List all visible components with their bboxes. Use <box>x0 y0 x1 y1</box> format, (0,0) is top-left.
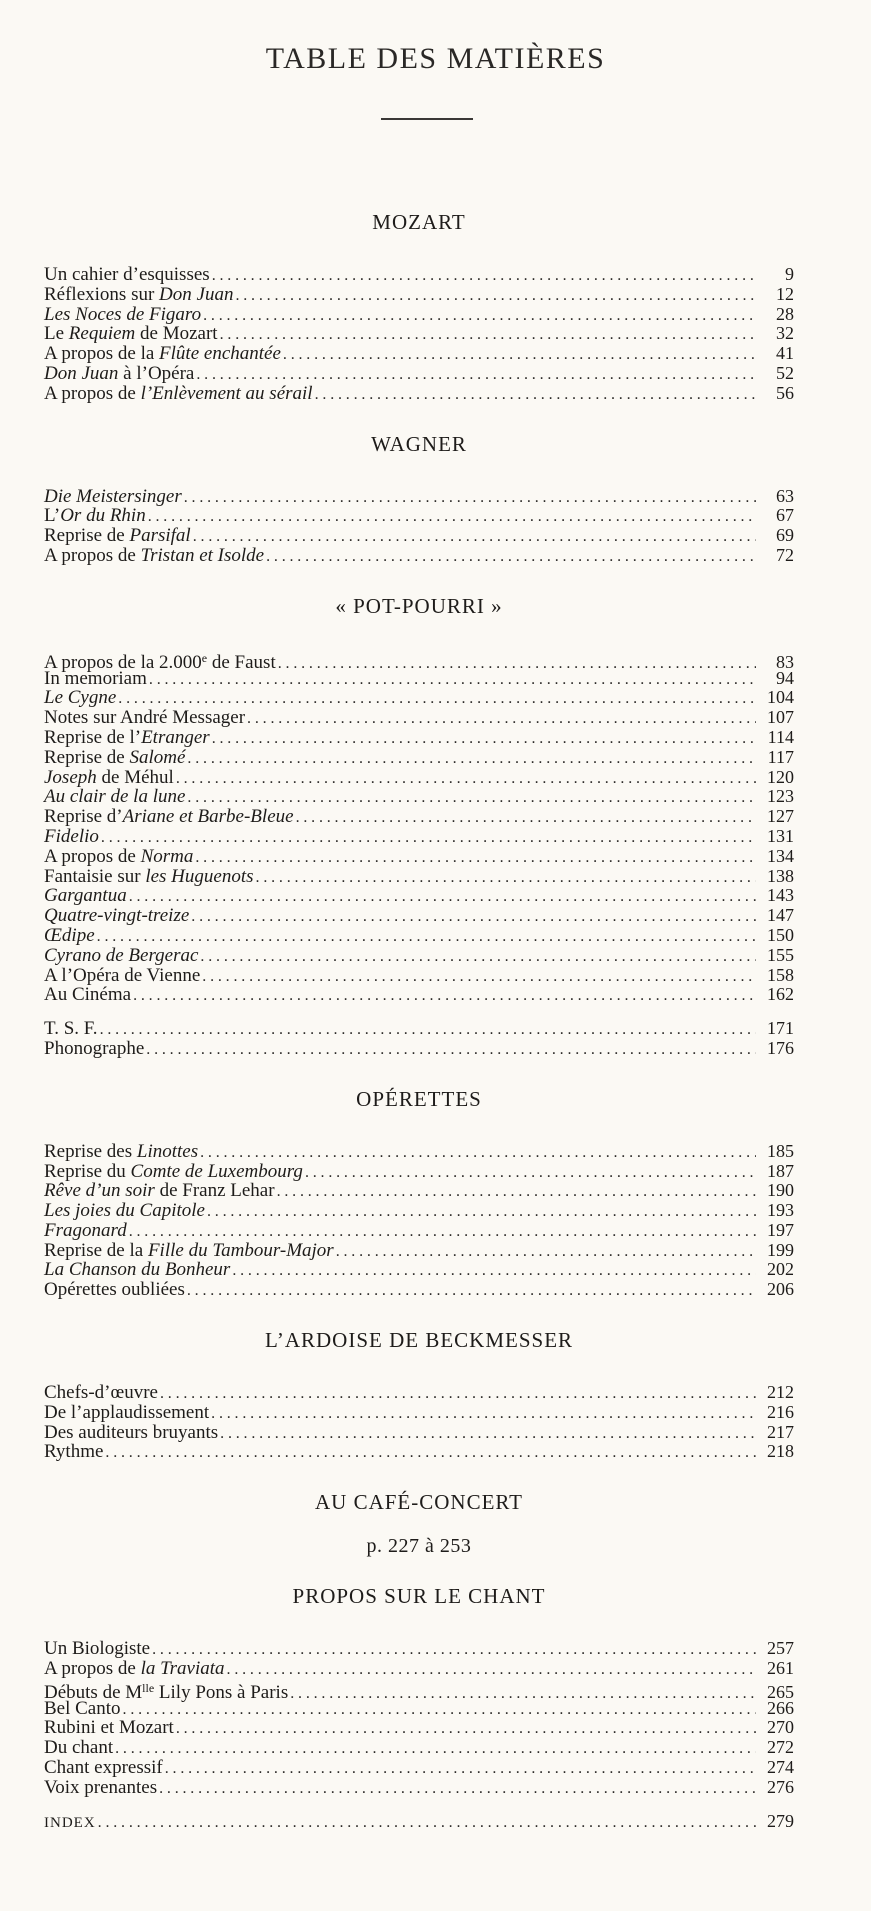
section-entries <box>44 649 794 1059</box>
entry-page-number: 123 <box>767 786 794 807</box>
toc-entry <box>44 265 794 285</box>
entry-title-text: Phonographe <box>44 1037 145 1059</box>
dot-leader <box>184 488 756 508</box>
dot-leader <box>187 749 756 769</box>
dot-leader <box>296 808 756 828</box>
entry-title-italic: Joseph <box>44 766 97 788</box>
entry-page-number: 272 <box>767 1737 794 1758</box>
page-title: TABLE DES MATIÈRES <box>265 42 606 75</box>
toc-entry <box>44 669 794 689</box>
entry-title-text: A l’Opéra de Vienne <box>44 964 201 986</box>
entry-page-number: 117 <box>767 746 794 767</box>
toc-entry <box>44 1241 794 1261</box>
toc-entry <box>44 886 794 906</box>
entry-page-number: 257 <box>767 1638 794 1659</box>
dot-leader <box>212 729 756 749</box>
entry-page-number: 274 <box>767 1757 794 1778</box>
toc-entry <box>44 305 794 325</box>
toc-entry <box>44 1812 794 1832</box>
entry-title <box>44 827 101 847</box>
entry-page-number: 190 <box>767 1180 794 1201</box>
entry-page-number: 107 <box>767 707 794 728</box>
entry-page-number: 32 <box>776 323 794 344</box>
entry-title <box>44 384 315 404</box>
entry-page-number: 187 <box>767 1160 794 1181</box>
entry-page-number: 138 <box>767 865 794 886</box>
entry-page-number: 276 <box>767 1776 794 1797</box>
entry-page-number: 150 <box>767 924 794 945</box>
entry-page-number: 176 <box>767 1037 794 1058</box>
toc-entry <box>44 1280 794 1300</box>
entry-title-italic: Or du Rhin <box>60 505 146 527</box>
toc-entry <box>44 1659 794 1679</box>
toc-entry <box>44 1778 794 1798</box>
entry-title-text: Fantaisie sur <box>44 865 146 887</box>
entry-page-number: 158 <box>767 964 794 985</box>
entry-page-number: 185 <box>767 1140 794 1161</box>
entry-page-number: 56 <box>776 382 794 403</box>
dot-leader <box>203 306 756 326</box>
dot-leader <box>266 547 756 567</box>
entry-title-italic: Don Juan <box>159 283 234 305</box>
dot-leader <box>193 527 756 547</box>
entry-page-number: 104 <box>767 687 794 708</box>
toc-entry <box>44 649 794 673</box>
entry-title-text: Reprise de <box>44 746 130 768</box>
entry-title-text: Réflexions sur <box>44 283 160 305</box>
entry-title-italic: les Huguenots <box>145 865 254 887</box>
toc-entry <box>44 1019 794 1039</box>
entry-title <box>44 728 212 748</box>
toc-entry <box>44 1039 794 1059</box>
entry-title-text: Le <box>44 323 69 345</box>
toc-entry <box>44 1162 794 1182</box>
toc-entry <box>44 867 794 887</box>
dot-leader <box>148 507 756 527</box>
entry-page-number: 155 <box>767 944 794 965</box>
entry-title <box>44 506 148 526</box>
entry-page-number: 28 <box>776 303 794 324</box>
section-heading: « POT-POURRI » <box>335 593 503 618</box>
entry-title-text: A propos de <box>44 382 141 404</box>
toc-entry <box>44 285 794 305</box>
entry-title <box>44 1181 277 1201</box>
entry-title-text: Rubini et Mozart <box>44 1717 174 1739</box>
dot-leader <box>176 769 756 789</box>
entry-title-text: Voix prenantes <box>44 1776 158 1798</box>
toc-entry <box>44 688 794 708</box>
entry-page-number: 120 <box>767 766 794 787</box>
entry-page-number: 162 <box>767 984 794 1005</box>
entry-title-text: De l’applaudissement <box>44 1401 210 1423</box>
entry-title-italic: Requiem <box>68 323 136 345</box>
entry-title-text: A propos de la 2.000 <box>44 651 202 673</box>
entry-title <box>44 1423 220 1443</box>
entry-page-number: 218 <box>767 1441 794 1462</box>
entry-page-number: 199 <box>767 1239 794 1260</box>
entry-title <box>44 1383 160 1403</box>
entry-title-text: Au Cinéma <box>44 984 132 1006</box>
entry-title-text: Chefs-d’œuvre <box>44 1382 158 1404</box>
entry-title-text: lle <box>142 1680 155 1695</box>
entry-title-text: In memoriam <box>44 667 147 689</box>
entry-title-italic: La Chanson du Bonheur <box>44 1259 231 1281</box>
entry-title <box>44 526 193 546</box>
entry-page-number: 12 <box>776 283 794 304</box>
dot-leader <box>160 1384 756 1404</box>
entry-title <box>44 364 196 384</box>
toc-entry <box>44 1221 794 1241</box>
entry-page-number: 127 <box>767 806 794 827</box>
section-entries <box>44 1639 794 1831</box>
entry-page-number: 193 <box>767 1200 794 1221</box>
entry-title-text: à l’Opéra <box>118 362 195 384</box>
entry-title <box>44 748 187 768</box>
dot-leader <box>105 1443 756 1463</box>
dot-leader <box>315 385 756 405</box>
entry-title-italic: Salomé <box>129 746 186 768</box>
entry-page-number: 63 <box>776 485 794 506</box>
entry-title-italic: Œdipe <box>44 924 95 946</box>
entry-title-text: Reprise d’ <box>44 806 123 828</box>
entry-title-text: T. S. F. <box>44 1018 98 1040</box>
section-entries <box>44 1383 794 1462</box>
section-heading: MOZART <box>372 210 466 234</box>
entry-title-text: A propos de <box>44 845 141 867</box>
entry-title <box>44 1758 165 1778</box>
entry-page-number: 52 <box>776 362 794 383</box>
dot-leader <box>123 1700 756 1720</box>
entry-title <box>44 807 296 827</box>
entry-title <box>44 1738 115 1758</box>
entry-title-text: L’ <box>44 505 61 527</box>
entry-title <box>44 1142 200 1162</box>
dot-leader <box>187 1281 756 1301</box>
entry-page-number: 279 <box>767 1810 794 1831</box>
dot-leader <box>207 1202 756 1222</box>
entry-title-italic: Tristan et Isolde <box>140 544 265 566</box>
dot-leader <box>98 1813 756 1833</box>
section-page-range: p. 227 à 253 <box>366 1535 472 1558</box>
toc-entry <box>44 807 794 827</box>
toc-entry <box>44 526 794 546</box>
entry-title-italic: Die Meistersinger <box>44 485 182 507</box>
entry-title <box>44 344 283 364</box>
entry-page-number: 94 <box>776 667 794 688</box>
dot-leader <box>129 887 756 907</box>
entry-title-italic: Ariane et Barbe-Bleue <box>122 806 294 828</box>
toc-entry <box>44 1181 794 1201</box>
entry-title-text: Bel Canto <box>44 1697 121 1719</box>
toc-entry <box>44 708 794 728</box>
entry-title-text: Notes sur André Messager <box>44 707 246 729</box>
entry-title-italic: Les Noces de Figaro <box>44 303 202 325</box>
title-rule <box>381 118 473 120</box>
entry-title-italic: Rêve d’un soir <box>44 1180 155 1202</box>
table-of-contents <box>44 210 794 1859</box>
dot-leader <box>220 1424 756 1444</box>
entry-page-number: 131 <box>767 825 794 846</box>
toc-entry <box>44 344 794 364</box>
entry-title <box>44 1260 232 1280</box>
entry-title-italic: Linottes <box>136 1140 199 1162</box>
section-entries <box>44 265 794 404</box>
toc-entry <box>44 1260 794 1280</box>
entry-page-number: 83 <box>776 651 794 672</box>
entry-title-text: Un Biologiste <box>44 1638 151 1660</box>
entry-title <box>44 305 203 325</box>
section-heading: OPÉRETTES <box>356 1086 482 1111</box>
dot-leader <box>159 1779 756 1799</box>
entry-title-text: Reprise de la <box>44 1239 148 1261</box>
entry-title <box>44 1812 98 1834</box>
entry-title <box>44 708 247 728</box>
entry-title-text: de Mozart <box>135 323 218 345</box>
entry-title <box>44 324 220 344</box>
entry-title-italic: Etranger <box>141 726 210 748</box>
entry-page-number: 270 <box>767 1717 794 1738</box>
toc-entry <box>44 748 794 768</box>
dot-leader <box>283 345 756 365</box>
toc-entry <box>44 1403 794 1423</box>
toc-entry <box>44 1423 794 1443</box>
entry-page-number: 67 <box>776 505 794 526</box>
entry-title-italic: Don Juan <box>44 362 119 384</box>
dot-leader <box>152 1640 756 1660</box>
entry-page-number: 197 <box>767 1219 794 1240</box>
dot-leader <box>100 1020 756 1040</box>
entry-title <box>44 1201 207 1221</box>
entry-title-text: de Franz Lehar <box>154 1180 275 1202</box>
entry-title-italic: l’Enlèvement au sérail <box>140 382 313 404</box>
entry-title <box>44 265 212 285</box>
entry-title <box>44 285 235 305</box>
entry-title <box>44 688 118 708</box>
entry-page-number: 72 <box>776 544 794 565</box>
entry-title <box>44 546 266 566</box>
dot-leader <box>115 1739 756 1759</box>
dot-leader <box>149 670 756 690</box>
dot-leader <box>227 1660 756 1680</box>
entry-title-text: Reprise des <box>44 1140 137 1162</box>
entry-title <box>44 1280 187 1300</box>
dot-leader <box>211 1404 756 1424</box>
entry-spacer <box>44 1005 794 1019</box>
entry-title-text: Lily Pons à Paris <box>154 1681 289 1703</box>
dot-leader <box>176 1719 756 1739</box>
entry-title-italic: Fragonard <box>44 1219 127 1241</box>
entry-title <box>44 1778 159 1798</box>
entry-title-text: Rythme <box>44 1441 104 1463</box>
entry-title-text: A propos de la <box>44 343 160 365</box>
toc-entry <box>44 787 794 807</box>
entry-title-italic: Le Cygne <box>44 687 117 709</box>
entry-title <box>44 886 129 906</box>
entry-page-number: 212 <box>767 1382 794 1403</box>
dot-leader <box>247 709 756 729</box>
dot-leader <box>191 907 756 927</box>
entry-title-text: Opérettes oubliées <box>44 1279 185 1301</box>
toc-entry <box>44 1699 794 1719</box>
entry-page-number: 41 <box>776 343 794 364</box>
dot-leader <box>212 266 756 286</box>
dot-leader <box>200 947 756 967</box>
entry-title-text: de Méhul <box>96 766 174 788</box>
entry-title <box>44 985 133 1005</box>
dot-leader <box>146 1040 756 1060</box>
entry-title-italic: Flûte enchantée <box>159 343 281 365</box>
toc-entry <box>44 946 794 966</box>
entry-title-italic: Fille du Tambour-Major <box>147 1239 334 1261</box>
entry-page-number: 265 <box>767 1681 794 1702</box>
toc-entry <box>44 364 794 384</box>
entry-title <box>44 787 187 807</box>
entry-title <box>44 1718 176 1738</box>
toc-entry <box>44 1383 794 1403</box>
entry-page-number: 114 <box>767 726 794 747</box>
toc-entry <box>44 384 794 404</box>
entry-page-number: 147 <box>767 905 794 926</box>
toc-entry <box>44 827 794 847</box>
dot-leader <box>220 325 756 345</box>
entry-title-italic: Fidelio <box>44 825 99 847</box>
section-heading: WAGNER <box>371 431 467 456</box>
entry-title-text: Débuts de M <box>44 1681 143 1703</box>
entry-title <box>44 1241 336 1261</box>
entry-title-italic: Les joies du Capitole <box>44 1200 205 1222</box>
entry-page-number: 9 <box>785 264 794 284</box>
entry-page-number: 261 <box>767 1658 794 1679</box>
dot-leader <box>235 286 756 306</box>
dot-leader <box>195 848 756 868</box>
entry-title <box>44 926 97 946</box>
entry-title-italic: Au clair de la lune <box>44 786 186 808</box>
entry-title-italic: Parsifal <box>129 525 191 547</box>
entry-title <box>44 1221 129 1241</box>
section-heading: PROPOS SUR LE CHANT <box>292 1584 546 1609</box>
dot-leader <box>336 1242 756 1262</box>
entry-title-text: A propos de <box>44 544 141 566</box>
toc-entry <box>44 324 794 344</box>
toc-entry <box>44 1758 794 1778</box>
toc-entry <box>44 546 794 566</box>
toc-entry <box>44 1718 794 1738</box>
section-entries <box>44 487 794 566</box>
entry-page-number: 134 <box>767 845 794 866</box>
entry-page-number: 69 <box>776 525 794 546</box>
entry-page-number: 171 <box>767 1018 794 1039</box>
entry-title <box>44 1639 152 1659</box>
entry-title-italic: Norma <box>140 845 194 867</box>
toc-entry <box>44 1679 794 1703</box>
entry-title <box>44 1699 123 1719</box>
toc-entry <box>44 768 794 788</box>
entry-title-text: Reprise de l’ <box>44 726 142 748</box>
section-heading: L’ARDOISE DE BECKMESSER <box>264 1328 574 1353</box>
toc-entry <box>44 906 794 926</box>
dot-leader <box>133 986 756 1006</box>
entry-title-text: Reprise du <box>44 1160 131 1182</box>
entry-title-italic: Comte de Luxembourg <box>130 1160 303 1182</box>
entry-spacer <box>44 1798 794 1812</box>
toc-entry <box>44 1142 794 1162</box>
toc-entry <box>44 966 794 986</box>
dot-leader <box>101 828 756 848</box>
entry-title <box>44 669 149 689</box>
entry-page-number: 202 <box>767 1259 794 1280</box>
entry-title-text: e <box>201 650 208 665</box>
toc-entry <box>44 847 794 867</box>
dot-leader <box>165 1759 756 1779</box>
entry-title-italic: Cyrano de Bergerac <box>44 944 199 966</box>
entry-title <box>44 1019 100 1039</box>
toc-entry <box>44 926 794 946</box>
entry-title-text: A propos de <box>44 1658 141 1680</box>
entry-title <box>44 487 184 507</box>
toc-entry <box>44 1442 794 1462</box>
entry-title <box>44 867 256 887</box>
toc-entry <box>44 1639 794 1659</box>
dot-leader <box>305 1163 756 1183</box>
section-heading: AU CAFÉ-CONCERT <box>315 1490 523 1515</box>
entry-page-number: 143 <box>767 885 794 906</box>
entry-title <box>44 966 202 986</box>
entry-title-italic: Gargantua <box>44 885 127 907</box>
entry-title-text: Chant expressif <box>44 1757 163 1779</box>
entry-title <box>44 847 195 867</box>
entry-title <box>44 1039 146 1059</box>
entry-title-text: de Faust <box>207 651 276 673</box>
toc-entry <box>44 985 794 1005</box>
entry-title-italic: Quatre-vingt-treize <box>44 905 190 927</box>
toc-entry <box>44 506 794 526</box>
entry-title <box>44 1162 305 1182</box>
entry-page-number: 217 <box>767 1421 794 1442</box>
entry-title-text: INDEX <box>44 1814 96 1831</box>
entry-title-text: Reprise de <box>44 525 130 547</box>
dot-leader <box>256 868 756 888</box>
toc-entry <box>44 728 794 748</box>
entry-page-number: 266 <box>767 1697 794 1718</box>
entry-title-text: Du chant <box>44 1737 114 1759</box>
toc-entry <box>44 1201 794 1221</box>
toc-entry <box>44 487 794 507</box>
toc-entry <box>44 1738 794 1758</box>
section-entries <box>44 1142 794 1300</box>
entry-title <box>44 906 191 926</box>
dot-leader <box>232 1261 756 1281</box>
dot-leader <box>277 1182 756 1202</box>
entry-title <box>44 1442 105 1462</box>
entry-page-number: 206 <box>767 1279 794 1300</box>
entry-title-text: Un cahier d’esquisses <box>44 264 210 285</box>
entry-page-number: 216 <box>767 1401 794 1422</box>
entry-title <box>44 1659 227 1679</box>
entry-title <box>44 1403 211 1423</box>
entry-title-text: Des auditeurs bruyants <box>44 1421 219 1443</box>
entry-title <box>44 768 176 788</box>
entry-title-italic: la Traviata <box>140 1658 225 1680</box>
entry-title <box>44 946 200 966</box>
dot-leader <box>202 967 756 987</box>
